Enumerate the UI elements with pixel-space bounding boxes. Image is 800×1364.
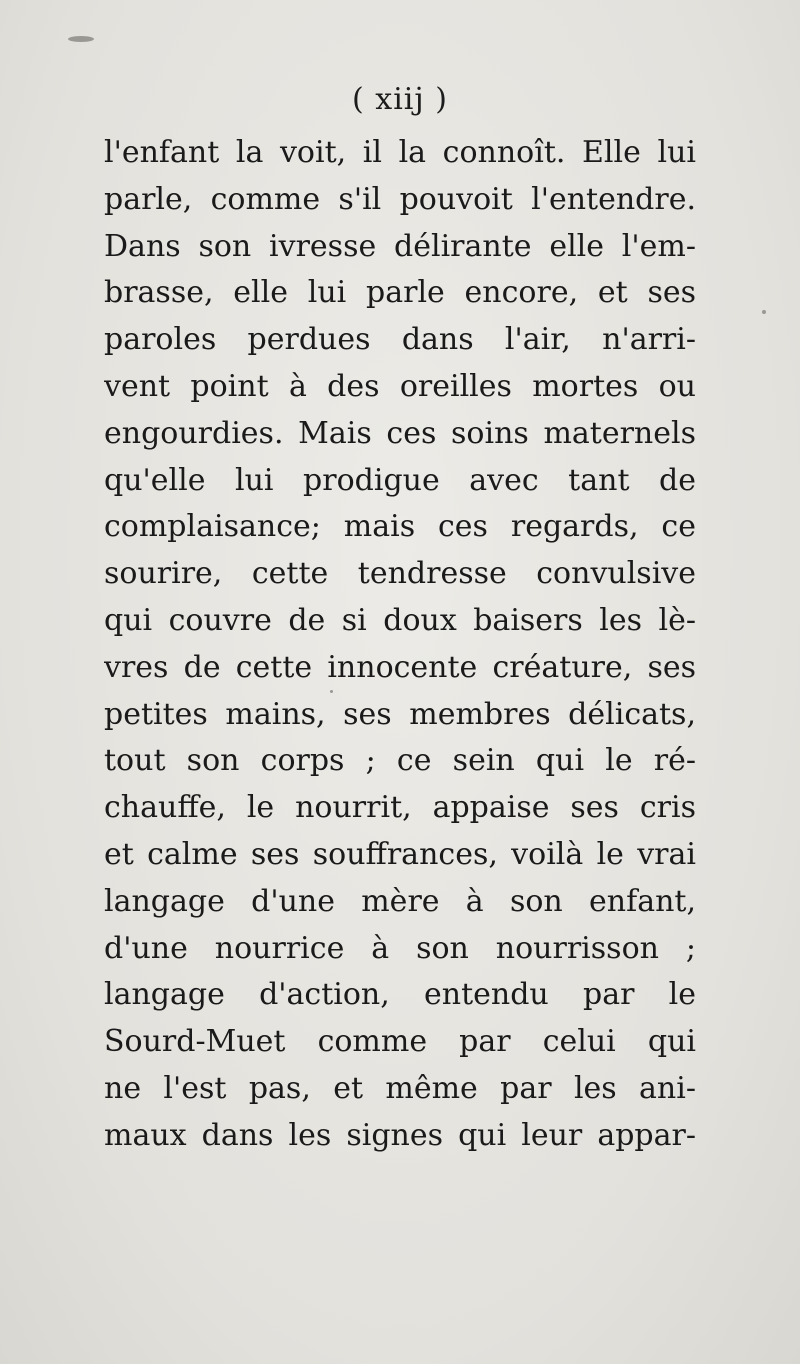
text-line: vent point à des oreilles mortes ou	[104, 368, 696, 404]
text-line: et calme ses souffrances, voilà le vrai	[104, 836, 696, 872]
text-line: complaisance; mais ces regards, ce	[104, 509, 696, 545]
text-line: vres de cette innocente créature, ses	[104, 649, 696, 685]
text-line: langage d'action, entendu par le	[104, 977, 696, 1013]
page-number: ( xiij )	[352, 82, 448, 117]
paper-speck	[68, 36, 94, 42]
text-line: engourdies. Mais ces soins maternels	[104, 415, 696, 451]
text-line: qui couvre de si doux baisers les lè-	[104, 602, 696, 638]
text-line: ne l'est pas, et même par les ani-	[104, 1070, 696, 1106]
text-line: qu'elle lui prodigue avec tant de	[104, 462, 696, 498]
text-line: chauffe, le nourrit, appaise ses cris	[104, 790, 696, 826]
text-line: sourire, cette tendresse convulsive	[104, 556, 696, 592]
text-line: brasse, elle lui parle encore, et ses	[104, 275, 696, 311]
text-line: paroles perdues dans l'air, n'arri-	[104, 322, 696, 358]
body-text	[104, 130, 696, 1160]
paper-speck	[762, 310, 766, 314]
text-line: parle, comme s'il pouvoit l'entendre.	[104, 181, 696, 217]
text-line: Sourd-Muet comme par celui qui	[104, 1024, 696, 1060]
text-line: petites mains, ses membres délicats,	[104, 696, 696, 732]
text-line: Dans son ivresse délirante elle l'em-	[104, 228, 696, 264]
text-line: d'une nourrice à son nourrisson ;	[104, 930, 696, 966]
text-line: langage d'une mère à son enfant,	[104, 883, 696, 919]
text-line: tout son corps ; ce sein qui le ré-	[104, 743, 696, 779]
text-line: l'enfant la voit, il la connoît. Elle lui	[104, 135, 696, 170]
text-line: maux dans les signes qui leur appar-	[104, 1117, 696, 1153]
